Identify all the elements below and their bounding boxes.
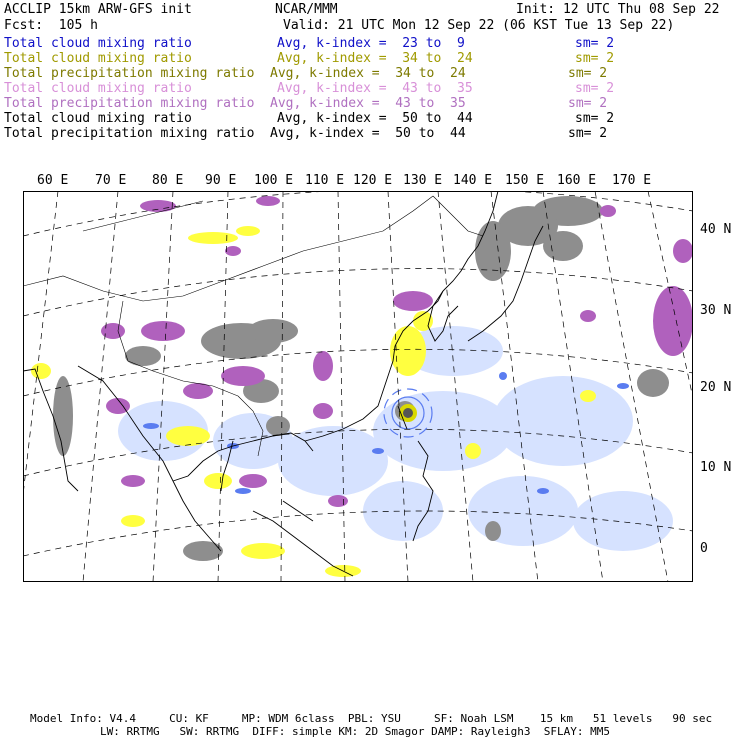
legend-field-6: Total cloud mixing ratio: [4, 111, 192, 126]
lat-label: 0: [700, 541, 708, 556]
lon-label: 120 E: [353, 173, 393, 188]
legend-field-7: Total precipitation mixing ratio: [4, 126, 255, 141]
lat-label: 10 N: [700, 460, 732, 475]
lon-label: 100 E: [254, 173, 294, 188]
lat-label: 40 N: [700, 222, 732, 237]
lon-label: 60 E: [37, 173, 69, 188]
legend-sm-6: sm= 2: [575, 111, 615, 126]
legend-range-5: Avg, k-index = 43 to 35: [270, 96, 466, 111]
lon-label: 110 E: [305, 173, 345, 188]
legend-field-4: Total cloud mixing ratio: [4, 81, 192, 96]
lat-label: 30 N: [700, 303, 732, 318]
init-time: Init: 12 UTC Thu 08 Sep 22: [516, 2, 720, 17]
model-info: Model Info: V4.4 CU: KF MP: WDM 6class PBL: YSU SF: Noah LSM 15 km 51 levels 90 sec: [30, 712, 713, 725]
legend-field-3: Total precipitation mixing ratio: [4, 66, 255, 81]
model-title: ACCLIP 15km ARW-GFS init: [4, 2, 192, 17]
legend-sm-5: sm= 2: [568, 96, 608, 111]
legend-sm-4: sm= 2: [575, 81, 615, 96]
forecast-hour: Fcst: 105 h: [4, 18, 98, 33]
lon-label: 130 E: [403, 173, 443, 188]
legend-range-1: Avg, k-index = 23 to 9: [277, 36, 465, 51]
lon-label: 80 E: [152, 173, 184, 188]
lon-label: 70 E: [95, 173, 127, 188]
physics-info: LW: RRTMG SW: RRTMG DIFF: simple KM: 2D Smagor DAMP: Rayleigh3 SFLAY: MM5: [100, 725, 610, 738]
org-label: NCAR/MMM: [275, 2, 338, 17]
legend-field-5: Total precipitation mixing ratio: [4, 96, 255, 111]
lon-label: 90 E: [205, 173, 237, 188]
lon-label: 160 E: [557, 173, 597, 188]
lon-label: 140 E: [453, 173, 493, 188]
legend-range-7: Avg, k-index = 50 to 44: [270, 126, 466, 141]
forecast-map: [23, 191, 693, 582]
legend-field-2: Total cloud mixing ratio: [4, 51, 192, 66]
legend-range-2: Avg, k-index = 34 to 24: [277, 51, 473, 66]
legend-sm-3: sm= 2: [568, 66, 608, 81]
lon-label: 170 E: [612, 173, 652, 188]
valid-time: Valid: 21 UTC Mon 12 Sep 22 (06 KST Tue 13 Sep 22): [283, 18, 675, 33]
legend-sm-7: sm= 2: [568, 126, 608, 141]
lat-label: 20 N: [700, 380, 732, 395]
legend-field-1: Total cloud mixing ratio: [4, 36, 192, 51]
legend-sm-1: sm= 2: [575, 36, 615, 51]
legend-range-4: Avg, k-index = 43 to 35: [277, 81, 473, 96]
legend-sm-2: sm= 2: [575, 51, 615, 66]
legend-range-3: Avg, k-index = 34 to 24: [270, 66, 466, 81]
lon-label: 150 E: [505, 173, 545, 188]
legend-range-6: Avg, k-index = 50 to 44: [277, 111, 473, 126]
typhoon-eye: [403, 408, 413, 418]
